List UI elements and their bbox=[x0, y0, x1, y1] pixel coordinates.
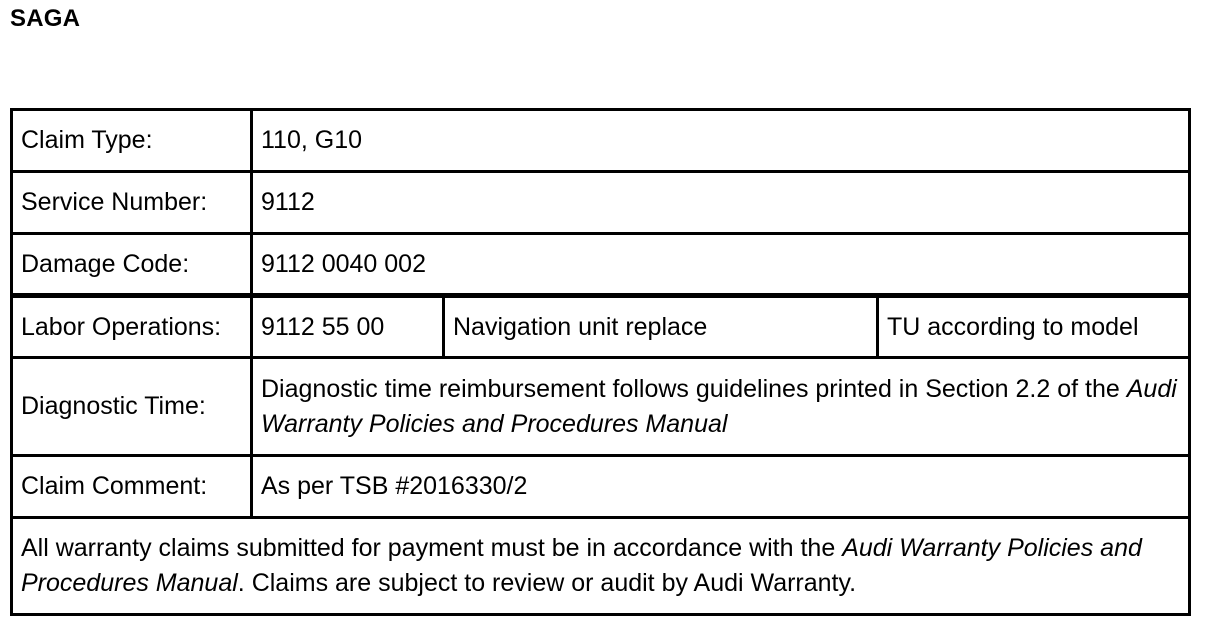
warranty-notice-text-after: . Claims are subject to review or audit by Audi Warranty. bbox=[237, 569, 857, 597]
document-heading: SAGA bbox=[10, 5, 81, 32]
claim-comment-label: Claim Comment: bbox=[13, 457, 253, 516]
diagnostic-time-manual-title: Audi Warranty Policies and Procedures Manual bbox=[261, 374, 1177, 438]
labor-operation-time-units: TU according to model bbox=[887, 312, 1139, 341]
diagnostic-time-row bbox=[13, 359, 1188, 457]
damage-code-label: Damage Code: bbox=[13, 235, 253, 293]
warranty-notice-text-before: All warranty claims submitted for payment must be in accordance with the bbox=[21, 534, 843, 562]
service-number-row bbox=[13, 173, 1188, 235]
warranty-notice-row bbox=[13, 519, 1188, 613]
service-number-value: 9112 bbox=[261, 188, 315, 216]
damage-code-value: 9112 0040 002 bbox=[261, 249, 426, 278]
diagnostic-time-text-before: Diagnostic time reimbursement follows guidelines printed in Section 2.2 of the bbox=[261, 374, 1127, 403]
labor-operation-code: 9112 55 00 bbox=[253, 298, 445, 356]
warranty-notice-text bbox=[21, 531, 1180, 601]
diagnostic-time-text bbox=[261, 372, 1180, 442]
warranty-notice bbox=[13, 519, 1188, 613]
claim-info-table bbox=[10, 108, 1191, 616]
claim-comment-row bbox=[13, 457, 1188, 519]
labor-operations-row bbox=[13, 296, 1188, 359]
labor-operations-label: Labor Operations: bbox=[13, 298, 253, 356]
damage-code-row bbox=[13, 235, 1188, 296]
claim-type-value: 110, G10 bbox=[261, 126, 363, 154]
claim-type-row bbox=[13, 111, 1188, 173]
claim-type-label: Claim Type: bbox=[13, 111, 253, 170]
warranty-notice-manual-title: Audi Warranty Policies and Procedures Manual bbox=[21, 534, 1142, 597]
diagnostic-time-label: Diagnostic Time: bbox=[13, 359, 253, 454]
diagnostic-time-value bbox=[253, 359, 1188, 454]
service-number-label: Service Number: bbox=[13, 173, 253, 232]
claim-comment-value: As per TSB #2016330/2 bbox=[261, 472, 528, 500]
labor-operation-description: Navigation unit replace bbox=[445, 298, 879, 356]
